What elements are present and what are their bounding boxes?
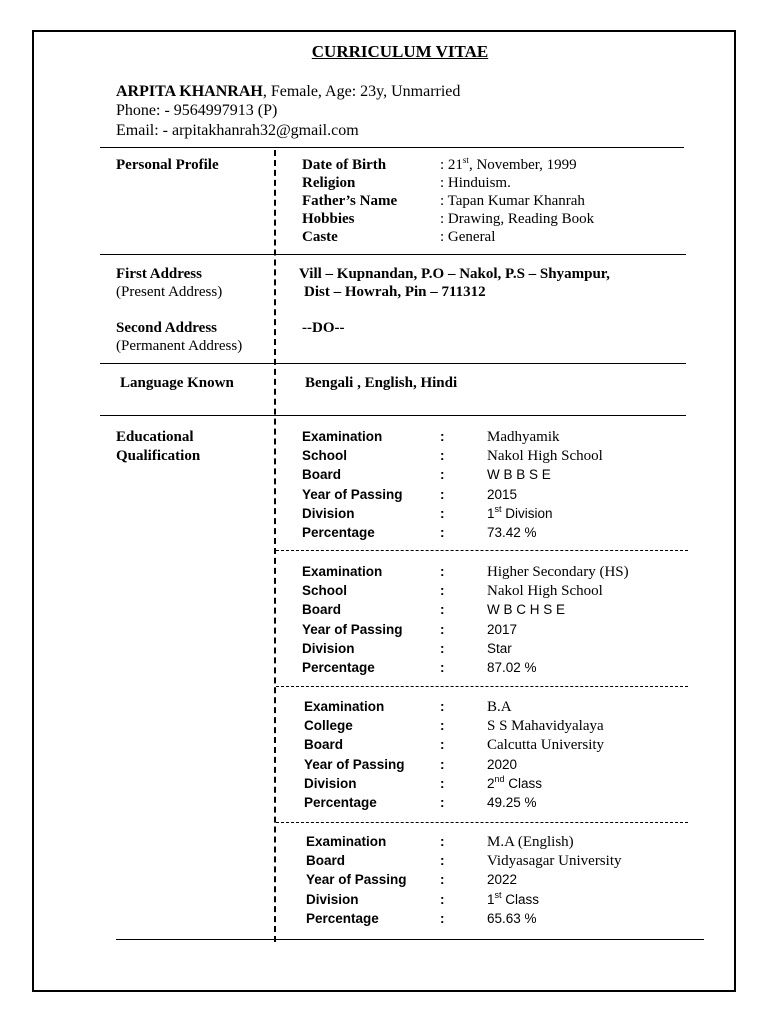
edu-field-value: 2017	[487, 622, 518, 637]
edu-field-value: 65.63 %	[487, 911, 537, 926]
edu-value-part: Class	[501, 892, 540, 907]
edu-field-label: School	[302, 583, 348, 598]
edu-colon: :	[440, 660, 445, 675]
edu-colon: :	[440, 834, 445, 849]
edu-field-label: Year of Passing	[302, 487, 403, 502]
first-address-label: First Address	[116, 266, 202, 282]
second-address-value: --DO--	[302, 320, 345, 336]
first-address-sub: (Present Address)	[116, 284, 223, 300]
edu-colon: :	[440, 853, 445, 868]
edu-field-label: Examination	[302, 429, 383, 444]
edu-colon: :	[440, 602, 445, 617]
edu-value-part: Division	[501, 506, 553, 521]
edu-field-value: 73.42 %	[487, 525, 537, 540]
edu-field-label: College	[304, 718, 353, 733]
profile-label: Father’s Name	[302, 193, 398, 209]
divider-bottom	[116, 939, 704, 940]
edu-field-label: Year of Passing	[306, 872, 407, 887]
edu-colon: :	[440, 757, 445, 772]
edu-field-value: S S Mahavidyalaya	[487, 718, 604, 734]
edu-field-value: Vidyasagar University	[487, 853, 622, 869]
edu-separator-1	[276, 550, 688, 551]
edu-field-value: Calcutta University	[487, 737, 605, 753]
divider-language	[100, 363, 686, 364]
edu-colon: :	[440, 506, 445, 521]
profile-label: Religion	[302, 175, 356, 191]
profile-label: Caste	[302, 229, 338, 245]
edu-field-label: Percentage	[302, 525, 375, 540]
edu-field-value: 2020	[487, 757, 518, 772]
profile-value: : Tapan Kumar Khanrah	[440, 193, 585, 209]
education-label-line2: Qualification	[116, 448, 201, 464]
edu-field-label: Board	[306, 853, 346, 868]
language-label: Language Known	[120, 375, 234, 391]
second-address-sub: (Permanent Address)	[116, 338, 243, 354]
edu-field-label: Examination	[304, 699, 385, 714]
candidate-name: ARPITA KHANRAH	[116, 83, 263, 100]
edu-field-value: Higher Secondary (HS)	[487, 564, 629, 580]
email-line: Email: - arpitakhanrah32@gmail.com	[116, 122, 359, 139]
edu-colon: :	[440, 872, 445, 887]
edu-field-value: 2022	[487, 872, 518, 887]
edu-colon: :	[440, 448, 445, 463]
edu-field-value: B.A	[487, 699, 512, 715]
profile-value	[440, 156, 577, 174]
edu-field-label: Percentage	[302, 660, 375, 675]
edu-colon: :	[440, 564, 445, 579]
education-label-line1: Educational	[116, 429, 194, 445]
edu-field-value: 87.02 %	[487, 660, 537, 675]
profile-label: Hobbies	[302, 211, 355, 227]
edu-colon: :	[440, 641, 445, 656]
edu-field-label: Division	[306, 892, 359, 907]
profile-value-sup: st	[462, 155, 469, 165]
edu-field-label: School	[302, 448, 348, 463]
edu-colon: :	[440, 911, 445, 926]
edu-field-value: W B B S E	[487, 467, 551, 482]
edu-value-sup: st	[494, 890, 502, 900]
edu-value-part: 1	[487, 506, 495, 521]
profile-value: : General	[440, 229, 496, 245]
divider-education	[100, 415, 686, 416]
edu-field-label: Examination	[306, 834, 387, 849]
profile-value-part: , November, 1999	[468, 157, 577, 173]
profile-value: : Drawing, Reading Book	[440, 211, 595, 227]
edu-field-label: Division	[302, 641, 355, 656]
edu-field-value: Nakol High School	[487, 583, 603, 599]
name-line	[116, 82, 460, 102]
edu-field-value: 2015	[487, 487, 518, 502]
edu-colon: :	[440, 622, 445, 637]
edu-field-label: Board	[304, 737, 344, 752]
profile-label: Date of Birth	[302, 157, 387, 173]
edu-field-value: M.A (English)	[487, 834, 574, 850]
edu-field-value: Nakol High School	[487, 448, 603, 464]
divider-profile	[100, 147, 684, 148]
edu-value-part: 2	[487, 776, 495, 791]
profile-value-part: : 21	[440, 157, 463, 173]
edu-colon: :	[440, 718, 445, 733]
edu-field-label: Board	[302, 602, 342, 617]
edu-field-label: Division	[304, 776, 357, 791]
edu-value-part: 1	[487, 892, 495, 907]
edu-colon: :	[440, 525, 445, 540]
edu-field-label: Division	[302, 506, 355, 521]
edu-colon: :	[440, 776, 445, 791]
edu-colon: :	[440, 467, 445, 482]
phone-line: Phone: - 9564997913 (P)	[116, 102, 278, 119]
column-separator	[274, 150, 276, 942]
edu-separator-2	[276, 686, 688, 687]
edu-separator-3	[276, 822, 688, 823]
edu-field-label: Year of Passing	[302, 622, 403, 637]
edu-value-sup: nd	[494, 774, 505, 784]
edu-field-value: W B C H S E	[487, 602, 566, 617]
document-title: CURRICULUM VITAE	[311, 42, 489, 61]
edu-colon: :	[440, 737, 445, 752]
edu-field-label: Board	[302, 467, 342, 482]
edu-field-label: Percentage	[304, 795, 377, 810]
edu-value-part: Class	[504, 776, 543, 791]
personal-profile-heading: Personal Profile	[116, 157, 219, 173]
edu-colon: :	[440, 699, 445, 714]
edu-colon: :	[440, 487, 445, 502]
edu-value-sup: st	[494, 504, 502, 514]
edu-field-value	[487, 505, 553, 523]
edu-field-label: Examination	[302, 564, 383, 579]
first-address-line1: Vill – Kupnandan, P.O – Nakol, P.S – Shyampur,	[299, 266, 610, 282]
divider-address	[100, 254, 686, 255]
edu-field-label: Year of Passing	[304, 757, 405, 772]
first-address-line2: Dist – Howrah, Pin – 711312	[304, 284, 486, 300]
edu-colon: :	[440, 583, 445, 598]
edu-field-value: Madhyamik	[487, 429, 560, 445]
edu-field-label: Percentage	[306, 911, 379, 926]
edu-field-value: 49.25 %	[487, 795, 537, 810]
language-value: Bengali , English, Hindi	[305, 375, 458, 391]
candidate-details: , Female, Age: 23y, Unmarried	[262, 83, 461, 100]
edu-colon: :	[440, 892, 445, 907]
profile-value: : Hinduism.	[440, 175, 511, 191]
edu-colon: :	[440, 795, 445, 810]
edu-field-value	[487, 775, 542, 793]
edu-field-value	[487, 891, 539, 909]
edu-field-value: Star	[487, 641, 512, 656]
edu-colon: :	[440, 429, 445, 444]
second-address-label: Second Address	[116, 320, 218, 336]
